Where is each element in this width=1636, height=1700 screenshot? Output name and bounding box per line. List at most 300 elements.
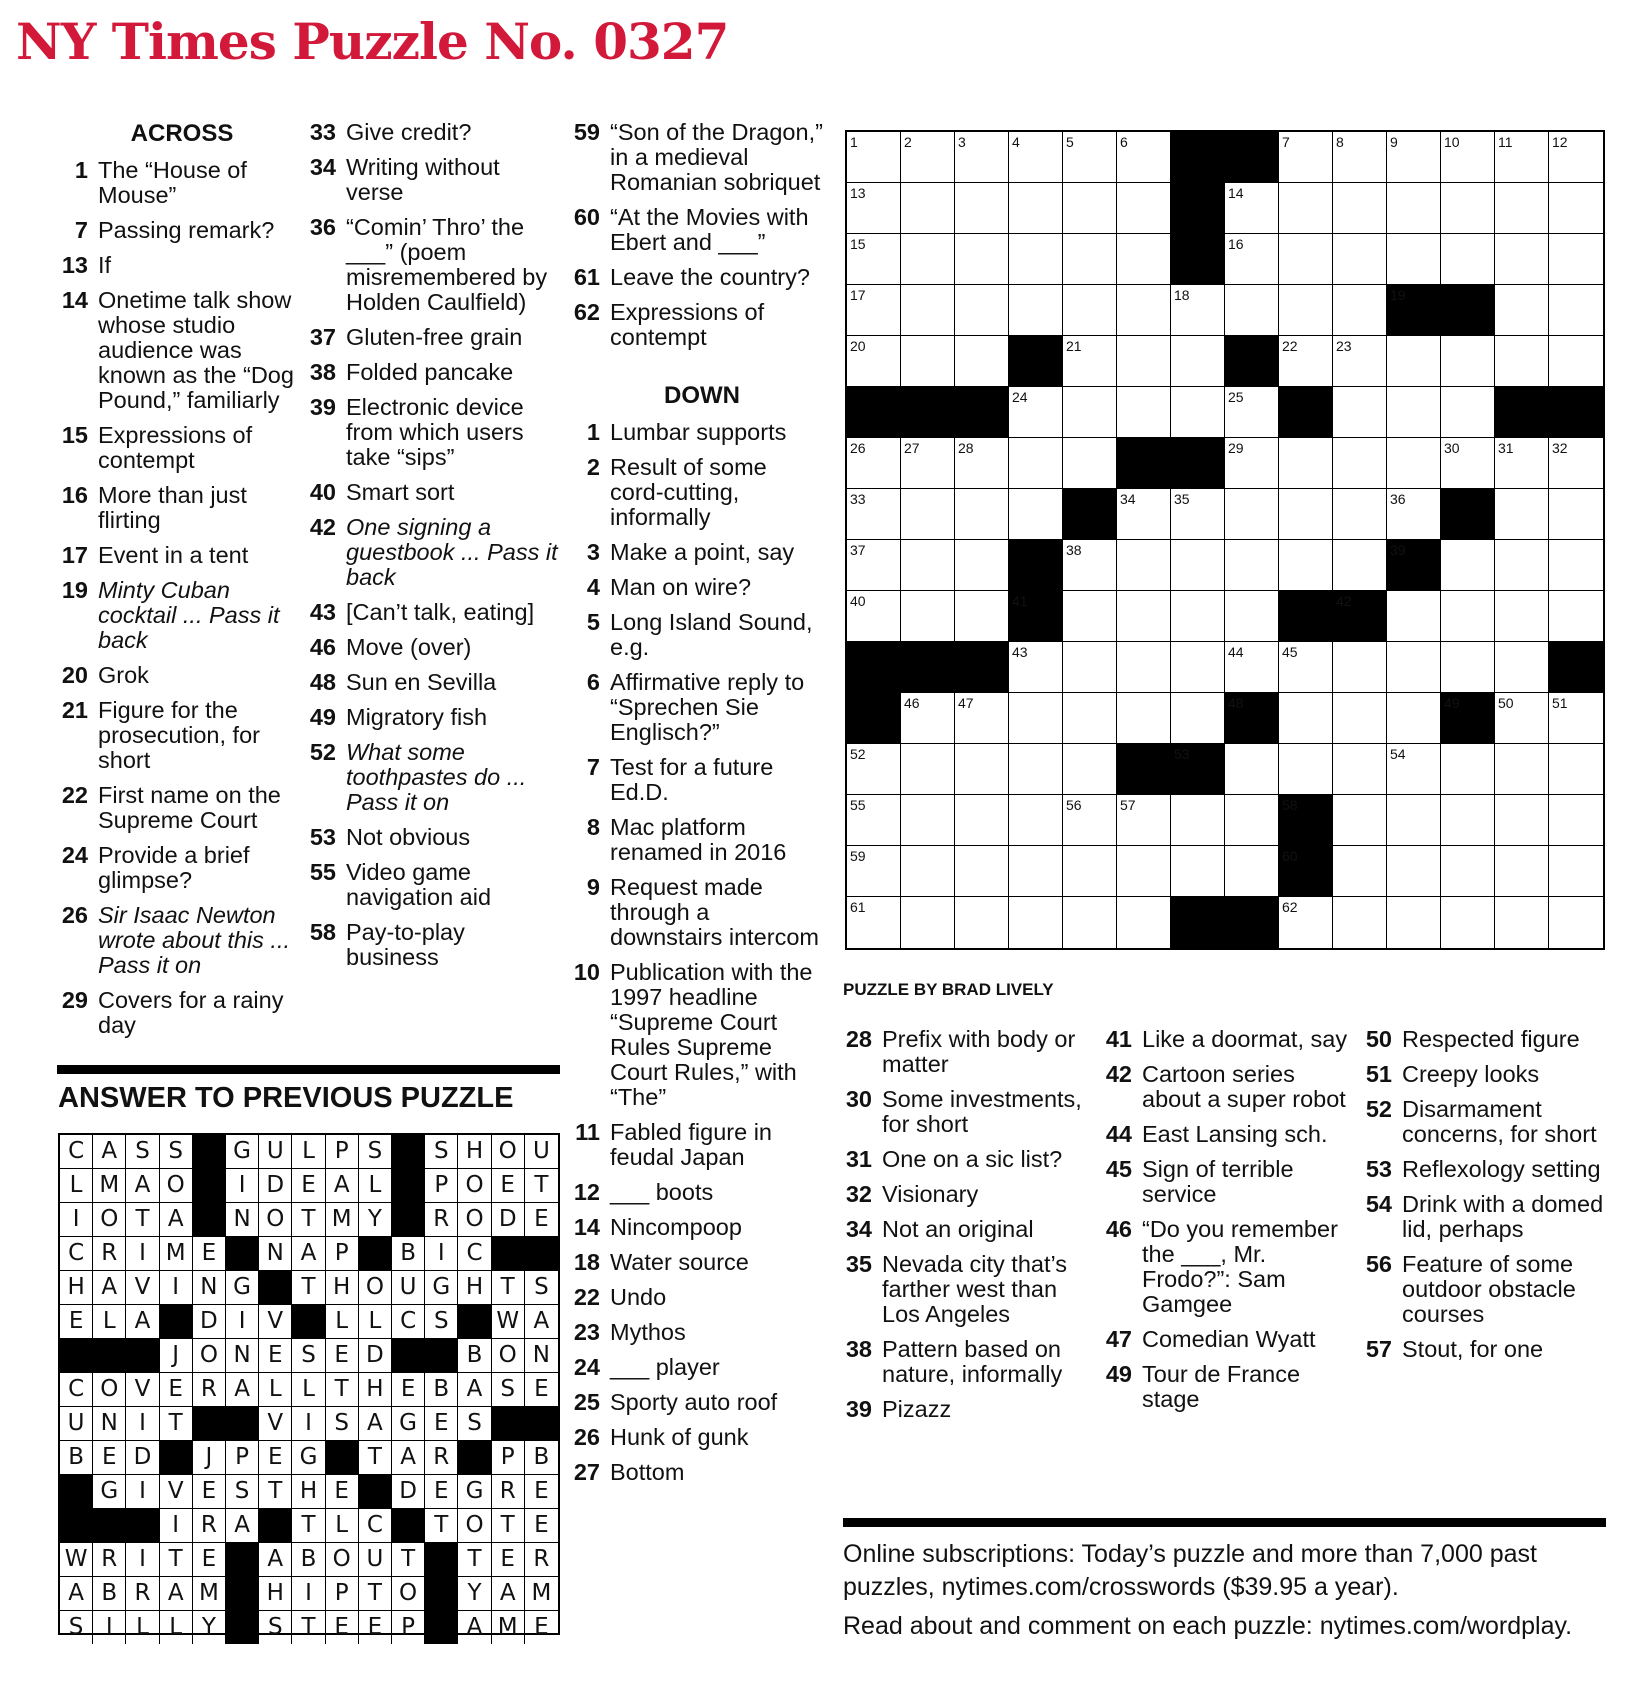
grid-cell[interactable] bbox=[1063, 795, 1117, 846]
grid-cell[interactable] bbox=[955, 132, 1009, 183]
answer-cell: B bbox=[425, 1373, 458, 1407]
answer-cell: T bbox=[259, 1475, 292, 1509]
grid-cell[interactable] bbox=[1387, 234, 1441, 285]
answer-cell: B bbox=[93, 1577, 126, 1611]
grid-cell[interactable] bbox=[901, 489, 955, 540]
grid-cell[interactable] bbox=[1009, 795, 1063, 846]
grid-block bbox=[1171, 183, 1225, 234]
grid-cell[interactable] bbox=[1387, 438, 1441, 489]
clue-text: Expressions of contempt bbox=[610, 299, 765, 350]
grid-cell[interactable] bbox=[1225, 387, 1279, 438]
grid-cell[interactable] bbox=[955, 897, 1009, 948]
clue-item bbox=[564, 815, 826, 865]
grid-cell[interactable] bbox=[847, 285, 901, 336]
grid-cell[interactable] bbox=[901, 132, 955, 183]
cell-number: 62 bbox=[1282, 899, 1298, 915]
grid-cell[interactable] bbox=[1279, 132, 1333, 183]
clue-number: 48 bbox=[309, 669, 336, 695]
grid-cell[interactable] bbox=[847, 489, 901, 540]
answer-cell: B bbox=[292, 1543, 325, 1577]
grid-cell[interactable] bbox=[1171, 642, 1225, 693]
grid-cell[interactable] bbox=[1009, 285, 1063, 336]
grid-cell[interactable] bbox=[1549, 795, 1603, 846]
answer-cell: L bbox=[259, 1373, 292, 1407]
answer-cell: Y bbox=[193, 1611, 226, 1644]
grid-cell[interactable] bbox=[1333, 693, 1387, 744]
grid-cell[interactable] bbox=[1063, 387, 1117, 438]
grid-cell[interactable] bbox=[955, 234, 1009, 285]
grid-cell[interactable] bbox=[1387, 693, 1441, 744]
grid-cell[interactable] bbox=[1333, 795, 1387, 846]
clue-number: 26 bbox=[61, 902, 88, 928]
clue-item bbox=[52, 578, 298, 653]
grid-cell[interactable] bbox=[1333, 336, 1387, 387]
clue-text: Long Island Sound, e.g. bbox=[610, 609, 813, 660]
clue-item bbox=[564, 1215, 826, 1240]
grid-cell[interactable] bbox=[1441, 336, 1495, 387]
grid-cell[interactable] bbox=[1333, 387, 1387, 438]
clue-number: 55 bbox=[309, 859, 336, 885]
clue-text: [Can’t talk, eating] bbox=[346, 599, 535, 625]
grid-cell[interactable] bbox=[1117, 591, 1171, 642]
answer-cell: E bbox=[93, 1441, 126, 1475]
grid-cell[interactable] bbox=[1009, 642, 1063, 693]
clue-text: Grok bbox=[98, 662, 149, 688]
cell-number: 38 bbox=[1066, 542, 1082, 558]
grid-cell[interactable] bbox=[1549, 591, 1603, 642]
grid-cell[interactable] bbox=[1009, 489, 1063, 540]
grid-cell[interactable] bbox=[955, 489, 1009, 540]
grid-cell[interactable] bbox=[1495, 693, 1549, 744]
grid-cell[interactable] bbox=[1171, 489, 1225, 540]
grid-cell[interactable] bbox=[1549, 489, 1603, 540]
clue-item bbox=[52, 988, 298, 1038]
grid-block bbox=[1225, 132, 1279, 183]
grid-cell[interactable] bbox=[1225, 744, 1279, 795]
grid-cell[interactable] bbox=[1387, 132, 1441, 183]
grid-cell[interactable] bbox=[1063, 234, 1117, 285]
grid-cell[interactable] bbox=[1009, 693, 1063, 744]
grid-cell[interactable] bbox=[1333, 540, 1387, 591]
grid-cell[interactable] bbox=[1063, 183, 1117, 234]
grid-cell[interactable] bbox=[1117, 285, 1171, 336]
answer-block bbox=[458, 1305, 491, 1339]
grid-cell[interactable] bbox=[955, 438, 1009, 489]
grid-cell[interactable] bbox=[1495, 591, 1549, 642]
grid-cell[interactable] bbox=[1009, 846, 1063, 897]
answer-cell: S bbox=[425, 1305, 458, 1339]
clue-number: 17 bbox=[61, 542, 88, 568]
clue-number: 32 bbox=[845, 1181, 872, 1207]
grid-cell[interactable] bbox=[901, 336, 955, 387]
grid-cell[interactable] bbox=[1063, 540, 1117, 591]
cell-number: 27 bbox=[904, 440, 920, 456]
grid-cell[interactable] bbox=[1333, 642, 1387, 693]
grid-cell[interactable] bbox=[1441, 795, 1495, 846]
grid-cell[interactable] bbox=[1171, 540, 1225, 591]
grid-cell[interactable] bbox=[1495, 183, 1549, 234]
grid-cell[interactable] bbox=[1495, 642, 1549, 693]
answer-cell: E bbox=[193, 1475, 226, 1509]
answer-cell: V bbox=[126, 1271, 159, 1305]
grid-cell[interactable] bbox=[1117, 846, 1171, 897]
grid-cell[interactable] bbox=[1549, 438, 1603, 489]
grid-cell[interactable] bbox=[1387, 897, 1441, 948]
answer-cell: A bbox=[359, 1407, 392, 1441]
grid-cell[interactable] bbox=[1333, 183, 1387, 234]
cell-number: 6 bbox=[1120, 134, 1128, 150]
grid-cell[interactable] bbox=[1063, 846, 1117, 897]
answer-block bbox=[193, 1135, 226, 1169]
grid-cell[interactable] bbox=[1171, 336, 1225, 387]
grid-cell[interactable] bbox=[1117, 387, 1171, 438]
answer-cell: G bbox=[292, 1441, 325, 1475]
grid-cell[interactable] bbox=[1117, 183, 1171, 234]
grid-cell[interactable] bbox=[1279, 693, 1333, 744]
grid-cell[interactable] bbox=[847, 591, 901, 642]
grid-cell[interactable] bbox=[1495, 336, 1549, 387]
grid-cell[interactable] bbox=[1441, 846, 1495, 897]
answer-cell: R bbox=[425, 1203, 458, 1237]
cell-number: 40 bbox=[850, 593, 866, 609]
grid-cell[interactable] bbox=[901, 846, 955, 897]
grid-cell[interactable] bbox=[1441, 897, 1495, 948]
clue-text: Writing without verse bbox=[346, 154, 500, 205]
clue-text: Affirmative reply to “Sprechen Sie Englisch?” bbox=[610, 669, 805, 745]
cell-number: 36 bbox=[1390, 491, 1406, 507]
grid-cell[interactable] bbox=[1495, 897, 1549, 948]
clue-text: Lumbar supports bbox=[610, 419, 787, 445]
grid-cell[interactable] bbox=[1009, 387, 1063, 438]
grid-cell[interactable] bbox=[847, 897, 901, 948]
grid-cell[interactable] bbox=[901, 285, 955, 336]
grid-cell[interactable] bbox=[1171, 795, 1225, 846]
grid-cell[interactable] bbox=[1009, 234, 1063, 285]
clue-item bbox=[564, 1250, 826, 1275]
grid-cell[interactable] bbox=[1495, 234, 1549, 285]
grid-cell[interactable] bbox=[901, 591, 955, 642]
clue-number: 60 bbox=[573, 204, 600, 230]
grid-cell[interactable] bbox=[1549, 336, 1603, 387]
answer-cell: S bbox=[60, 1611, 93, 1644]
grid-cell[interactable] bbox=[1441, 387, 1495, 438]
answer-cell: N bbox=[226, 1203, 259, 1237]
clue-number: 6 bbox=[586, 669, 600, 695]
grid-cell[interactable] bbox=[1279, 489, 1333, 540]
answer-cell: G bbox=[226, 1271, 259, 1305]
answer-cell: A bbox=[326, 1169, 359, 1203]
answer-block bbox=[392, 1169, 425, 1203]
clue-text: Test for a future Ed.D. bbox=[610, 754, 774, 805]
cell-number: 3 bbox=[958, 134, 966, 150]
grid-cell[interactable] bbox=[1387, 183, 1441, 234]
clue-text: Smart sort bbox=[346, 479, 455, 505]
grid-cell[interactable] bbox=[1441, 642, 1495, 693]
grid-cell[interactable] bbox=[1279, 540, 1333, 591]
grid-cell[interactable] bbox=[1063, 285, 1117, 336]
answer-block bbox=[525, 1237, 558, 1271]
grid-cell[interactable] bbox=[1225, 438, 1279, 489]
clue-text: Fabled figure in feudal Japan bbox=[610, 1119, 772, 1170]
clue-text: Prefix with body or matter bbox=[882, 1026, 1076, 1077]
down-clues-col6 bbox=[1356, 1027, 1618, 1372]
grid-cell[interactable] bbox=[1387, 489, 1441, 540]
grid-cell[interactable] bbox=[1009, 897, 1063, 948]
grid-cell[interactable] bbox=[1279, 642, 1333, 693]
cell-number: 61 bbox=[850, 899, 866, 915]
grid-cell[interactable] bbox=[955, 285, 1009, 336]
grid-cell[interactable] bbox=[1009, 132, 1063, 183]
grid-cell[interactable] bbox=[1279, 183, 1333, 234]
grid-cell[interactable] bbox=[955, 336, 1009, 387]
grid-cell[interactable] bbox=[1117, 489, 1171, 540]
grid-cell[interactable] bbox=[1225, 846, 1279, 897]
clue-text: Reflexology setting bbox=[1402, 1156, 1601, 1182]
grid-cell[interactable] bbox=[1549, 183, 1603, 234]
grid-cell[interactable] bbox=[1117, 540, 1171, 591]
grid-cell[interactable] bbox=[1117, 795, 1171, 846]
grid-cell[interactable] bbox=[1225, 183, 1279, 234]
grid-cell[interactable] bbox=[1441, 591, 1495, 642]
grid-cell[interactable] bbox=[1333, 744, 1387, 795]
clue-text: Cartoon series about a super robot bbox=[1142, 1061, 1346, 1112]
answer-block bbox=[60, 1509, 93, 1543]
answer-block bbox=[458, 1441, 491, 1475]
grid-cell[interactable] bbox=[1387, 846, 1441, 897]
grid-cell[interactable] bbox=[1549, 846, 1603, 897]
answer-cell: I bbox=[292, 1407, 325, 1441]
cell-number: 54 bbox=[1390, 746, 1406, 762]
answer-block bbox=[425, 1339, 458, 1373]
grid-cell[interactable] bbox=[1117, 234, 1171, 285]
grid-cell[interactable] bbox=[1333, 438, 1387, 489]
grid-cell[interactable] bbox=[1171, 846, 1225, 897]
grid-cell[interactable] bbox=[847, 744, 901, 795]
clue-text: East Lansing sch. bbox=[1142, 1121, 1328, 1147]
grid-cell[interactable] bbox=[1063, 897, 1117, 948]
grid-cell[interactable] bbox=[1225, 642, 1279, 693]
grid-cell[interactable] bbox=[901, 897, 955, 948]
grid-cell[interactable] bbox=[1387, 642, 1441, 693]
grid-cell[interactable] bbox=[1495, 846, 1549, 897]
grid-block bbox=[1279, 591, 1333, 642]
clue-number: 20 bbox=[61, 662, 88, 688]
crossword-grid[interactable] bbox=[845, 130, 1605, 950]
clue-text: Man on wire? bbox=[610, 574, 752, 600]
grid-cell[interactable] bbox=[1279, 438, 1333, 489]
grid-cell[interactable] bbox=[1333, 489, 1387, 540]
grid-cell[interactable] bbox=[1279, 897, 1333, 948]
grid-cell[interactable] bbox=[1063, 693, 1117, 744]
clue-item bbox=[1356, 1252, 1618, 1327]
answer-cell: T bbox=[425, 1509, 458, 1543]
clue-number: 47 bbox=[1105, 1326, 1132, 1352]
answer-cell: E bbox=[160, 1373, 193, 1407]
cell-number: 33 bbox=[850, 491, 866, 507]
grid-block bbox=[847, 693, 901, 744]
clue-text: Drink with a domed lid, perhaps bbox=[1402, 1191, 1604, 1242]
answer-cell: I bbox=[126, 1543, 159, 1577]
grid-cell[interactable] bbox=[1333, 234, 1387, 285]
clue-number: 26 bbox=[573, 1424, 600, 1450]
grid-cell[interactable] bbox=[955, 693, 1009, 744]
answer-cell: T bbox=[359, 1577, 392, 1611]
answer-cell: M bbox=[525, 1577, 558, 1611]
grid-cell[interactable] bbox=[1063, 336, 1117, 387]
grid-cell[interactable] bbox=[955, 591, 1009, 642]
answer-cell: A bbox=[226, 1509, 259, 1543]
grid-cell[interactable] bbox=[1495, 540, 1549, 591]
grid-cell[interactable] bbox=[1333, 132, 1387, 183]
clue-text: Covers for a rainy day bbox=[98, 987, 284, 1038]
cell-number: 35 bbox=[1174, 491, 1190, 507]
grid-block bbox=[1225, 336, 1279, 387]
grid-cell[interactable] bbox=[1495, 438, 1549, 489]
grid-cell[interactable] bbox=[1441, 744, 1495, 795]
grid-cell[interactable] bbox=[1549, 234, 1603, 285]
clue-item bbox=[300, 600, 562, 625]
grid-cell[interactable] bbox=[1441, 183, 1495, 234]
grid-cell[interactable] bbox=[1279, 336, 1333, 387]
grid-cell[interactable] bbox=[1387, 591, 1441, 642]
grid-cell[interactable] bbox=[1171, 693, 1225, 744]
grid-cell[interactable] bbox=[1387, 795, 1441, 846]
grid-cell[interactable] bbox=[955, 795, 1009, 846]
subscription-line-2: puzzles, nytimes.com/crosswords ($39.95 a year). bbox=[843, 1573, 1399, 1601]
grid-cell[interactable] bbox=[847, 132, 901, 183]
grid-cell[interactable] bbox=[1333, 285, 1387, 336]
grid-cell[interactable] bbox=[1279, 744, 1333, 795]
cell-number: 48 bbox=[1228, 695, 1244, 711]
clue-text: Sign of terrible service bbox=[1142, 1156, 1294, 1207]
grid-cell[interactable] bbox=[1279, 285, 1333, 336]
grid-cell[interactable] bbox=[901, 744, 955, 795]
grid-cell[interactable] bbox=[1333, 846, 1387, 897]
grid-cell[interactable] bbox=[1117, 132, 1171, 183]
grid-cell[interactable] bbox=[1117, 897, 1171, 948]
grid-cell[interactable] bbox=[1117, 693, 1171, 744]
grid-cell[interactable] bbox=[847, 438, 901, 489]
grid-cell[interactable] bbox=[1495, 744, 1549, 795]
grid-cell[interactable] bbox=[1279, 234, 1333, 285]
grid-cell[interactable] bbox=[1171, 285, 1225, 336]
grid-cell[interactable] bbox=[847, 846, 901, 897]
answer-cell: R bbox=[193, 1509, 226, 1543]
grid-cell[interactable] bbox=[1063, 438, 1117, 489]
cell-number: 23 bbox=[1336, 338, 1352, 354]
grid-cell[interactable] bbox=[1225, 540, 1279, 591]
answer-cell: A bbox=[160, 1577, 193, 1611]
grid-cell[interactable] bbox=[901, 183, 955, 234]
grid-cell[interactable] bbox=[1387, 744, 1441, 795]
answer-block bbox=[193, 1407, 226, 1441]
grid-cell[interactable] bbox=[1549, 693, 1603, 744]
answer-cell: A bbox=[259, 1543, 292, 1577]
grid-cell[interactable] bbox=[1063, 591, 1117, 642]
grid-block bbox=[1549, 642, 1603, 693]
grid-cell[interactable] bbox=[955, 183, 1009, 234]
grid-cell[interactable] bbox=[1009, 744, 1063, 795]
answer-cell: G bbox=[93, 1475, 126, 1509]
grid-cell[interactable] bbox=[1549, 132, 1603, 183]
answer-block bbox=[425, 1611, 458, 1644]
grid-cell[interactable] bbox=[1063, 744, 1117, 795]
grid-cell[interactable] bbox=[1009, 183, 1063, 234]
clue-number: 37 bbox=[309, 324, 336, 350]
grid-cell[interactable] bbox=[1063, 642, 1117, 693]
grid-cell[interactable] bbox=[1495, 132, 1549, 183]
grid-cell[interactable] bbox=[1495, 795, 1549, 846]
grid-cell[interactable] bbox=[1549, 744, 1603, 795]
answer-cell: E bbox=[326, 1339, 359, 1373]
grid-cell[interactable] bbox=[901, 693, 955, 744]
clue-text: Make a point, say bbox=[610, 539, 795, 565]
grid-cell[interactable] bbox=[1549, 285, 1603, 336]
grid-cell[interactable] bbox=[1117, 642, 1171, 693]
grid-cell[interactable] bbox=[847, 183, 901, 234]
clue-number: 21 bbox=[61, 697, 88, 723]
clue-text: Respected figure bbox=[1402, 1026, 1580, 1052]
grid-cell[interactable] bbox=[1117, 336, 1171, 387]
grid-cell[interactable] bbox=[1063, 132, 1117, 183]
grid-cell[interactable] bbox=[847, 336, 901, 387]
answer-block bbox=[259, 1509, 292, 1543]
cell-number: 31 bbox=[1498, 440, 1514, 456]
grid-cell[interactable] bbox=[1387, 387, 1441, 438]
grid-cell[interactable] bbox=[1495, 489, 1549, 540]
grid-cell[interactable] bbox=[901, 438, 955, 489]
grid-cell[interactable] bbox=[1225, 489, 1279, 540]
clue-item bbox=[564, 265, 826, 290]
grid-cell[interactable] bbox=[901, 234, 955, 285]
grid-cell[interactable] bbox=[847, 795, 901, 846]
grid-cell[interactable] bbox=[1333, 897, 1387, 948]
grid-block bbox=[1441, 489, 1495, 540]
answer-cell: T bbox=[292, 1611, 325, 1644]
answer-cell: S bbox=[425, 1135, 458, 1169]
grid-cell[interactable] bbox=[1225, 234, 1279, 285]
answer-cell: I bbox=[425, 1237, 458, 1271]
answer-cell: H bbox=[458, 1135, 491, 1169]
grid-cell[interactable] bbox=[1441, 438, 1495, 489]
grid-cell[interactable] bbox=[847, 234, 901, 285]
grid-cell[interactable] bbox=[1171, 591, 1225, 642]
grid-cell[interactable] bbox=[1009, 438, 1063, 489]
grid-cell[interactable] bbox=[901, 795, 955, 846]
grid-cell[interactable] bbox=[955, 540, 1009, 591]
grid-cell[interactable] bbox=[1549, 897, 1603, 948]
clue-item bbox=[564, 1355, 826, 1380]
grid-cell[interactable] bbox=[1441, 132, 1495, 183]
grid-cell[interactable] bbox=[955, 744, 1009, 795]
grid-cell[interactable] bbox=[1549, 540, 1603, 591]
grid-cell[interactable] bbox=[1225, 795, 1279, 846]
answer-block bbox=[226, 1543, 259, 1577]
grid-cell[interactable] bbox=[1225, 591, 1279, 642]
answer-cell: P bbox=[326, 1135, 359, 1169]
clue-item bbox=[52, 663, 298, 688]
grid-cell[interactable] bbox=[1495, 285, 1549, 336]
grid-cell[interactable] bbox=[1387, 336, 1441, 387]
grid-cell[interactable] bbox=[1441, 234, 1495, 285]
grid-cell[interactable] bbox=[955, 846, 1009, 897]
grid-cell[interactable] bbox=[901, 540, 955, 591]
grid-cell[interactable] bbox=[847, 540, 901, 591]
grid-cell[interactable] bbox=[1441, 540, 1495, 591]
answer-cell: W bbox=[492, 1305, 525, 1339]
grid-cell[interactable] bbox=[1225, 285, 1279, 336]
grid-cell[interactable] bbox=[1171, 387, 1225, 438]
